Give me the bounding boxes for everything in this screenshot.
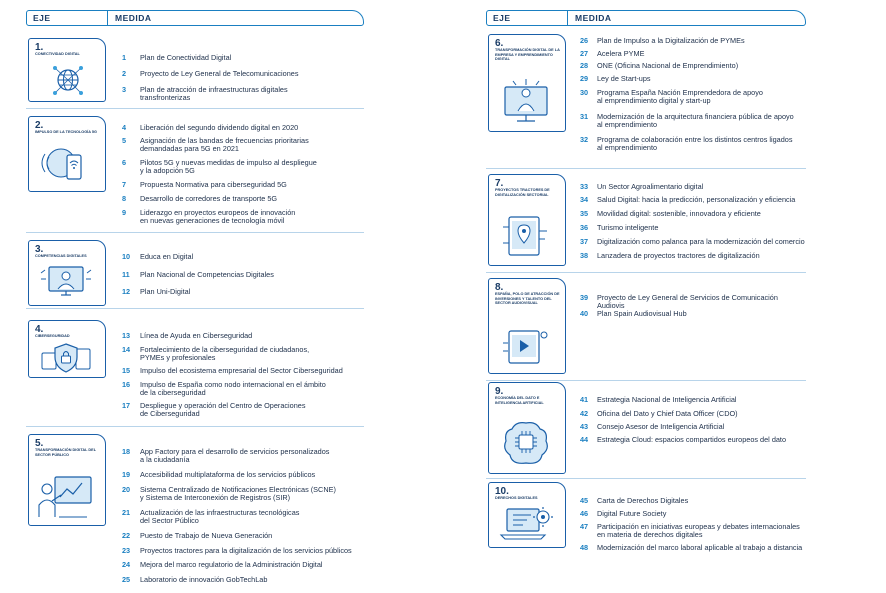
axis-card-9 [488, 382, 566, 474]
shield-lock-icon [39, 341, 93, 375]
divider [26, 108, 364, 109]
axis-title: PROYECTOS TRACTORES DE DIGITALIZACIÓN SECTORIAL [495, 188, 550, 197]
axis-title: IMPULSO DE LA TECNOLOGÍA 5G [35, 130, 97, 134]
axis-card-7 [488, 174, 566, 266]
axis-block-7: 7. PROYECTOS TRACTORES DE DIGITALIZACIÓN SECTORIAL 33 Un Sector Agroalimentario digital 34 Salud Digital: hacia la predicción, personalización y eficiencia 35 Movilidad digital: sostenible, innovadora y eficiente 36 Turismo inteligente 37 Digitalización como palanca para la modernización del comercio 38 Lanzadera de proyectos tractores de digitalización [486, 170, 806, 272]
axis-card-5 [28, 434, 106, 526]
axis-block-2: 2. IMPULSO DE LA TECNOLOGÍA 5G 4 Liberación del segundo dividendo digital en 2020 5 Asignación de las bandas de frecuencias prioritarias demandadas para 5G en 2021 6 Pilotos 5G y nuevas medidas de impulso al despliegue y la adopción 5G 7 Propuesta Normativa para ciberseguridad 5G 8 Desarrollo de corredores de transporte 5G 9 Liderazgo en proyectos europeos de innovación en nuevas generaciones de tecnología móvil [26, 110, 364, 234]
axis-number: 6. [495, 38, 504, 49]
divider [26, 308, 364, 309]
table-header [26, 10, 364, 26]
axis-block-1: 1. CONECTIVIDAD DIGITAL 1 Plan de Conectividad Digital 2 Proyecto de Ley General de Telecomunicaciones 3 Plan de atracción de infraestructuras digitales transfronterizas [26, 34, 364, 110]
axis-number: 3. [35, 244, 44, 255]
axis-card-1 [28, 38, 106, 102]
left-column [26, 10, 364, 584]
axis-title: CIBERSEGURIDAD [35, 334, 70, 338]
axis-number: 2. [35, 120, 44, 131]
brain-chip-icon [501, 417, 551, 469]
axis-block-9: 9. ECONOMÍA DEL DATO E INTELIGENCIA ARTIFICIAL 41 Estrategia Nacional de Inteligencia Artificial 42 Oficina del Dato y Chief Data Officer (CDO) 43 Consejo Asesor de Inteligencia Artificial 44 Estrategia Cloud: espacios compartidos europeos del dato [486, 380, 806, 480]
axis-number: 5. [35, 438, 44, 449]
divider [486, 168, 806, 169]
axis-card-3 [28, 240, 106, 306]
header-divider [567, 11, 568, 25]
axis-title: COMPETENCIAS DIGITALES [35, 254, 87, 258]
online-teacher-icon [39, 265, 93, 303]
axis-card-10 [488, 482, 566, 548]
axis-title: ESPAÑA, POLO DE ATRACCIÓN DE INVERSIONES Y TALENTO DEL SECTOR AUDIOVISUAL [495, 292, 560, 306]
axis-block-3: 3. COMPETENCIAS DIGITALES 10 Educa en Digital 11 Plan Nacional de Competencias Digitales 12 Plan Uni-Digital [26, 234, 364, 310]
globe-network-icon [51, 63, 85, 97]
table-header [486, 10, 806, 26]
axis-block-5: 5. TRANSFORMACIÓN DIGITAL DEL SECTOR PÚBLICO 18 App Factory para el desarrollo de servicios personalizados a la ciudadanía 19 Accesibilidad multiplataforma de los servicios públicos 20 Sistema Centralizado de Notificaciones Electrónicas (SCNE) y Sistema de Interconexión de Registros (SIR) 21 Actualización de las infraestructuras tecnológicas del Sector Público 22 Puesto de Trabajo de Nueva Generación 23 Proyectos tractores para la digitalización de los servicios públicos 24 Mejora del marco regulatorio de la Administración Digital 25 Laboratorio de innovación GobTechLab [26, 428, 364, 593]
presenter-icon [37, 473, 95, 521]
video-player-icon [501, 325, 551, 367]
axis-number: 1. [35, 42, 44, 53]
tablet-location-icon [501, 213, 551, 259]
divider [486, 478, 806, 479]
axis-block-8: 8. ESPAÑA, POLO DE ATRACCIÓN DE INVERSIONES Y TALENTO DEL SECTOR AUDIOVISUAL 39 Proyecto de Ley General de Servicios de Comunicación Audiovis 40 Plan Spain Audiovisual Hub [486, 274, 806, 380]
axis-card-2 [28, 116, 106, 192]
eje-header: EJE [33, 13, 51, 23]
axis-block-6: 6. TRANSFORMACIÓN DIGITAL DE LA EMPRESA Y EMPRENDIMIENTO DIGITAL 26 Plan de Impulso a la Digitalización de PYMEs 27 Acelera PYME 28 ONE (Oficina Nacional de Emprendimiento) 29 Ley de Start-ups 30 Programa España Nación Emprendedora de apoyo al emprendimiento digital y start-up 31 Modernización de la arquitectura financiera pública de apoyo al emprendimiento 32 Programa de colaboración entre los distintos centros ligados al emprendimiento [486, 30, 806, 170]
medida-header: MEDIDA [575, 13, 612, 23]
divider [486, 272, 806, 273]
axis-title: CONECTIVIDAD DIGITAL [35, 52, 80, 56]
divider [26, 232, 364, 233]
axis-title: ECONOMÍA DEL DATO E INTELIGENCIA ARTIFICIAL [495, 396, 544, 405]
axis-title: TRANSFORMACIÓN DIGITAL DEL SECTOR PÚBLICO [35, 448, 96, 457]
axis-number: 9. [495, 386, 504, 397]
axis-title: TRANSFORMACIÓN DIGITAL DE LA EMPRESA Y EMPRENDIMIENTO DIGITAL [495, 48, 560, 62]
smartphone-5g-icon [41, 143, 91, 187]
axis-number: 4. [35, 324, 44, 335]
axis-number: 10. [495, 486, 509, 497]
axis-card-8 [488, 278, 566, 374]
header-divider [107, 11, 108, 25]
businessman-screen-icon [499, 77, 553, 125]
right-column [486, 10, 806, 552]
eje-header: EJE [493, 13, 511, 23]
axis-card-4 [28, 320, 106, 378]
axis-number: 8. [495, 282, 504, 293]
divider [26, 426, 364, 427]
medida-header: MEDIDA [115, 13, 152, 23]
axis-block-10: 10. DERECHOS DIGITALES 45 Carta de Derechos Digitales 46 Digital Future Society 47 Participación en iniciativas europeas y debates internacionales en materia de derechos digitales 48 Modernización del marco laboral aplicable al trabajo a distancia [486, 480, 806, 560]
axis-block-4: 4. CIBERSEGURIDAD 13 Línea de Ayuda en Ciberseguridad 14 Fortalecimiento de la ciberseguridad de ciudadanos, PYMEs y profesionales 15 Impulso del ecosistema empresarial del Sector Ciberseguridad 16 Impulso de España como nodo internacional en el ámbito de la ciberseguridad 17 Despliegue y operación del Centro de Operaciones de Ciberseguridad [26, 310, 364, 428]
axis-title: DERECHOS DIGITALES [495, 496, 538, 500]
laptop-gear-icon [497, 503, 555, 543]
axis-number: 7. [495, 178, 504, 189]
axis-card-6 [488, 34, 566, 132]
